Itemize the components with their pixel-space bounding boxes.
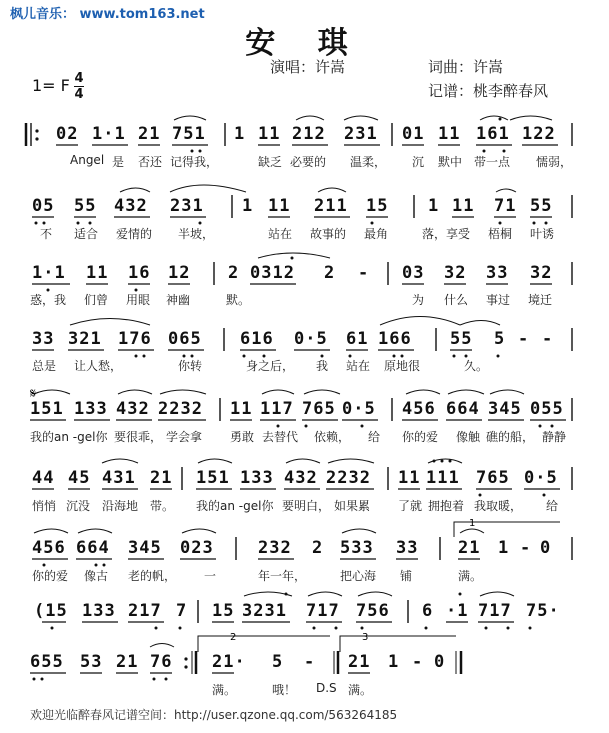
note-group: 151	[196, 468, 230, 488]
lyric: 记得我，	[170, 155, 219, 169]
note-group: 0·5	[342, 399, 376, 419]
note-group: 15	[366, 196, 389, 216]
note-group: 456	[402, 399, 436, 419]
note-group: 151	[30, 399, 64, 419]
lyric: 去替代	[262, 430, 299, 444]
note-group: 0312	[250, 263, 295, 283]
lyric: 学会拿	[166, 430, 203, 444]
lyric: 像古	[84, 569, 109, 583]
lyric: 沿海地	[102, 499, 139, 513]
lyric: 总是	[32, 359, 57, 373]
note-group: 03	[402, 263, 425, 283]
lyric: 半坡，	[178, 227, 215, 241]
note-group: 33	[32, 329, 55, 349]
lyric: 站在	[346, 359, 371, 373]
lyric: 你的爱	[402, 430, 439, 444]
note-group: 0·5	[294, 329, 328, 349]
note-group: 55	[530, 196, 553, 216]
note-group: 53	[80, 652, 103, 672]
lyric: 否还	[138, 155, 163, 169]
note-group: 2232	[326, 468, 371, 488]
note-group: 32	[530, 263, 553, 283]
note-group: 765	[302, 399, 336, 419]
note-group: 321	[68, 329, 102, 349]
lyric: 境迁	[528, 293, 553, 307]
lyric: 我取暖，	[474, 499, 523, 513]
lyric: 用眼	[126, 293, 151, 307]
note-group: 345	[128, 538, 162, 558]
lyric: 你转	[178, 359, 203, 373]
key-signature: 1= F	[32, 76, 70, 95]
note-group: 055	[530, 399, 564, 419]
segno-sign: 𝄋	[30, 386, 37, 402]
note-group: 655	[30, 652, 64, 672]
volta-2-number: 2	[230, 632, 237, 643]
note-group: 432	[284, 468, 318, 488]
note-group: 765	[476, 468, 510, 488]
note-group: 44	[32, 468, 55, 488]
lyric: 带。	[150, 499, 175, 513]
note-group: 05	[32, 196, 55, 216]
note-group: 217	[128, 601, 162, 621]
lyric: 落，享受	[422, 227, 471, 241]
note-group: -	[412, 652, 424, 672]
lyric: 礁的船，	[486, 430, 535, 444]
lyric: 默。	[226, 293, 251, 307]
note-group: 16	[128, 263, 151, 283]
lyric: 把心海	[340, 569, 377, 583]
lyric: 久。	[464, 359, 489, 373]
note-group: ·1	[446, 601, 469, 621]
barlines	[26, 123, 572, 674]
octave-dots	[33, 118, 554, 681]
note-group: 21	[116, 652, 139, 672]
lyric: 满。	[348, 683, 373, 697]
lyric: 温柔，	[350, 155, 387, 169]
note-group: 2232	[158, 399, 203, 419]
note-group: (15	[34, 601, 68, 621]
lyric: 必要的	[290, 155, 327, 169]
note-group: 122	[522, 124, 556, 144]
note-group: 11	[452, 196, 475, 216]
note-group: 21·	[212, 652, 246, 672]
note-group: 32	[444, 263, 467, 283]
note-group: 717	[306, 601, 340, 621]
lyric: 要很乖，	[114, 430, 163, 444]
lyric: 爱情的	[116, 227, 153, 241]
lyric: 沉	[412, 155, 425, 169]
note-group: 7	[176, 601, 188, 621]
note-group: 664	[446, 399, 480, 419]
note-group: 1·1	[92, 124, 126, 144]
lyric: 为	[412, 293, 425, 307]
note-group: 133	[74, 399, 108, 419]
note-group: -	[304, 652, 316, 672]
lyric: 什么	[444, 293, 469, 307]
footer-text: 欢迎光临醉春风记谱空间：http://user.qzone.qq.com/563264185	[30, 708, 398, 722]
note-group: -	[542, 329, 554, 349]
note-group: 1	[242, 196, 254, 216]
lyric: 故事的	[310, 227, 347, 241]
note-group: 21	[138, 124, 161, 144]
note-group: 751	[172, 124, 206, 144]
lyric: 要明白，	[282, 499, 331, 513]
note-group: 756	[356, 601, 390, 621]
note-group: 023	[180, 538, 214, 558]
time-signature-top: 4	[74, 71, 84, 86]
note-group: 0·5	[524, 468, 558, 488]
note-group: 21	[150, 468, 173, 488]
transcriber: 记谱：桃李醉春风	[428, 82, 549, 100]
lyric: 叶诱	[530, 227, 555, 241]
note-group: 431	[102, 468, 136, 488]
lyric: 带一点	[474, 155, 511, 169]
note-group: 11	[398, 468, 421, 488]
lyric: 是	[112, 155, 125, 169]
note-group: 2	[228, 263, 240, 283]
lyric: 铺	[400, 569, 413, 583]
lyric: 站在	[268, 227, 293, 241]
note-group: 212	[292, 124, 326, 144]
note-group: 11	[438, 124, 461, 144]
lyric: 沉没	[66, 499, 91, 513]
lyric: 了就	[398, 499, 423, 513]
lyric: 缺乏	[258, 155, 283, 169]
note-group: 55	[450, 329, 473, 349]
note-group: 232	[258, 538, 292, 558]
note-group: 45	[68, 468, 91, 488]
note-group: -	[358, 263, 370, 283]
lyric: 像触	[456, 430, 481, 444]
lyric: 一	[204, 569, 217, 583]
note-group: 1·1	[32, 263, 66, 283]
lyric: 默中	[438, 155, 463, 169]
lyric: 最角	[364, 227, 389, 241]
note-group: 166	[378, 329, 412, 349]
lyric: 让人愁，	[74, 359, 123, 373]
note-group: 01	[402, 124, 425, 144]
note-group: 345	[488, 399, 522, 419]
note-group: 21	[458, 538, 481, 558]
note-group: 616	[240, 329, 274, 349]
note-group: 1	[388, 652, 400, 672]
note-group: 211	[314, 196, 348, 216]
lyric: 哦！	[272, 683, 297, 697]
note-group: 456	[32, 538, 66, 558]
note-group: 21	[348, 652, 371, 672]
note-group: 717	[478, 601, 512, 621]
singer: 演唱：许嵩	[270, 58, 346, 76]
note-group: 1	[428, 196, 440, 216]
lyric: 满。	[212, 683, 237, 697]
volta-brackets	[198, 522, 560, 652]
note-group: 33	[486, 263, 509, 283]
lyric: 勇敢	[230, 430, 255, 444]
lyric: 事过	[486, 293, 511, 307]
lyric: 原地很	[384, 359, 421, 373]
lyric: 不	[40, 227, 53, 241]
lyric: 我	[316, 359, 329, 373]
lyric: 惑，我	[30, 293, 67, 307]
lyric: Angel	[70, 153, 105, 167]
note-group: 71	[494, 196, 517, 216]
note-group: 117	[260, 399, 294, 419]
lyric: 们曾	[84, 293, 109, 307]
note-group: 02	[56, 124, 79, 144]
note-group: 11	[86, 263, 109, 283]
note-group: 133	[82, 601, 116, 621]
note-group: 5	[272, 652, 284, 672]
lyric: 拥抱着	[428, 499, 465, 513]
note-group: 2	[312, 538, 324, 558]
lyric: 老的帆，	[128, 569, 177, 583]
lyric: 适合	[74, 227, 99, 241]
note-group: 432	[114, 196, 148, 216]
lyric: 我的an -gel你	[30, 430, 108, 444]
lyric: 你的爱	[32, 569, 69, 583]
lyric: 年一年，	[258, 569, 307, 583]
note-group: 065	[168, 329, 202, 349]
note-group: 0	[434, 652, 446, 672]
time-signature-bottom: 4	[74, 87, 84, 102]
composer: 词曲：许嵩	[428, 58, 504, 76]
note-group: 176	[118, 329, 152, 349]
note-group: 0	[540, 538, 552, 558]
note-group: -	[518, 329, 530, 349]
note-group: 11	[268, 196, 291, 216]
note-group: 161	[476, 124, 510, 144]
note-group: 111	[426, 468, 460, 488]
note-group: 231	[170, 196, 204, 216]
lyric: D.S	[316, 681, 337, 695]
note-group: 76	[150, 652, 173, 672]
lyric: 我的an -gel你	[196, 499, 274, 513]
lyric: 依赖，	[314, 430, 351, 444]
volta-1-number: 1	[469, 518, 476, 529]
volta-3-number: 3	[362, 632, 369, 643]
note-group: 61	[346, 329, 369, 349]
song-title: 安 琪	[245, 26, 364, 61]
lyric: 懦弱，	[536, 155, 573, 169]
lyric: 悄悄	[32, 499, 57, 513]
note-group: 12	[168, 263, 191, 283]
lyric: 满。	[458, 569, 483, 583]
lyric: 给	[368, 430, 381, 444]
lyric: 静静	[542, 430, 567, 444]
lyric: 神幽	[166, 293, 191, 307]
note-group: 55	[74, 196, 97, 216]
note-group: 6	[422, 601, 434, 621]
note-group: 11	[230, 399, 253, 419]
note-group: 133	[240, 468, 274, 488]
lyric: 梧桐	[488, 227, 513, 241]
note-group: 432	[116, 399, 150, 419]
lyric: 如果累	[334, 499, 371, 513]
site-name: 枫儿音乐： www.tom163.net	[10, 7, 205, 22]
note-group: 33	[396, 538, 419, 558]
lyric: 给	[546, 499, 559, 513]
note-group: 15	[212, 601, 235, 621]
note-group: 231	[344, 124, 378, 144]
lyric: 身之后，	[246, 359, 295, 373]
note-group: 1	[234, 124, 246, 144]
note-group: -	[520, 538, 532, 558]
note-group: 5	[494, 329, 506, 349]
note-group: 1	[498, 538, 510, 558]
note-group: 664	[76, 538, 110, 558]
note-group: 3231	[242, 601, 287, 621]
note-group: 533	[340, 538, 374, 558]
note-group: 75·	[526, 601, 560, 621]
note-group: 2	[324, 263, 336, 283]
note-group: 11	[258, 124, 281, 144]
